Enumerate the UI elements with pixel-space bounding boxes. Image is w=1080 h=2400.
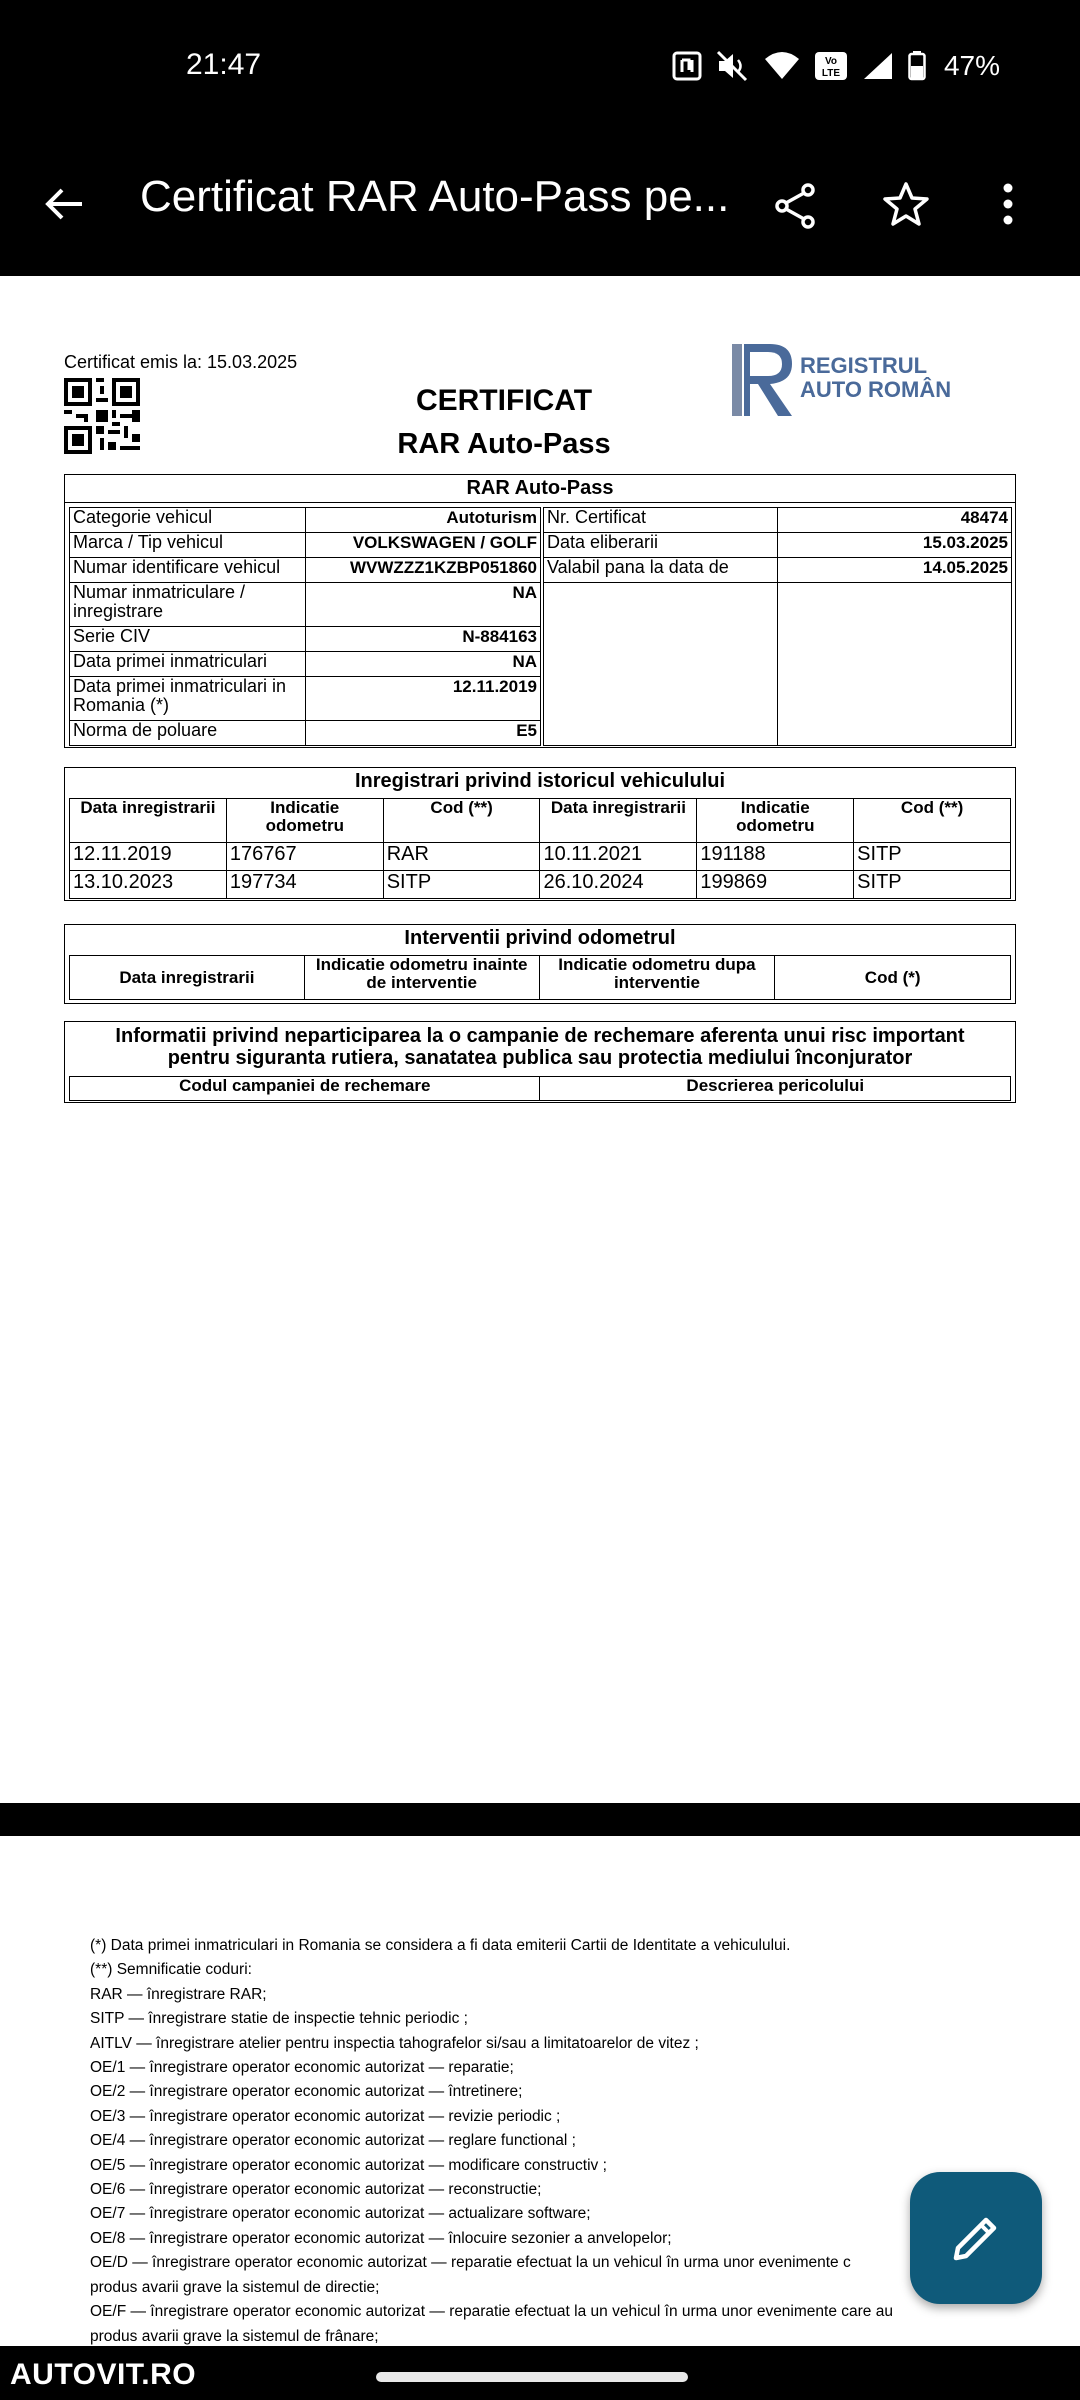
star-icon[interactable] xyxy=(882,180,930,233)
vehicle-info-title: RAR Auto-Pass xyxy=(65,475,1015,503)
history-box xyxy=(64,767,1016,901)
note-line: RAR — înregistrare RAR; xyxy=(90,1985,267,2003)
info-row: Serie CIV N-884163 xyxy=(70,627,541,652)
interventions-box xyxy=(64,924,1016,1004)
history-table xyxy=(69,798,1011,899)
note-line: OE/4 — înregistrare operator economic autorizat — reglare functional ; xyxy=(90,2132,576,2150)
info-row: Valabil pana la data de 14.05.2025 xyxy=(544,558,1012,583)
battery-icon xyxy=(908,51,926,81)
logo-line2: AUTO ROMÂN xyxy=(800,377,952,402)
note-line: OE/8 — înregistrare operator economic autorizat — înlocuire sezonier a anvelopelor; xyxy=(90,2229,672,2247)
page-separator xyxy=(0,1803,1080,1836)
note-line: produs avarii grave la sistemul de directie; xyxy=(90,2278,380,2296)
info-row: Numar inmatriculare / inregistrare NA xyxy=(70,583,541,627)
rar-logo-icon xyxy=(730,342,798,420)
pdf-page-1 xyxy=(0,276,1080,1803)
vehicle-info-table-left xyxy=(69,507,541,746)
recall-box xyxy=(64,1021,1016,1103)
recall-title: Informatii privind neparticiparea la o campanie de rechemare aferenta unui risc important pentru siguranta rutiera, sanatatea publica sau protectia mediului înconjurator xyxy=(115,1025,965,1069)
footnotes xyxy=(90,1934,1020,2349)
history-header-row: Data inregistrarii Indicatie odometru Cod (**) Data inregistrarii Indicatie odometru Cod (**) xyxy=(70,799,1011,843)
note-line: OE/5 — înregistrare operator economic autorizat — modificare constructiv ; xyxy=(90,2156,607,2174)
note-line: OE/1 — înregistrare operator economic autorizat — reparatie; xyxy=(90,2059,514,2077)
info-row: Data eliberarii 15.03.2025 xyxy=(544,533,1012,558)
info-row: Marca / Tip vehicul VOLKSWAGEN / GOLF xyxy=(70,533,541,558)
edit-button[interactable] xyxy=(910,2172,1042,2304)
gesture-handle[interactable] xyxy=(376,2372,688,2382)
rar-logo xyxy=(730,342,970,422)
note-line: OE/2 — înregistrare operator economic autorizat — întretinere; xyxy=(90,2083,523,2101)
interventions-table xyxy=(69,955,1011,1000)
share-icon[interactable] xyxy=(772,182,820,235)
history-title: Inregistrari privind istoricul vehiculului xyxy=(354,770,726,792)
info-row: Data primei inmatriculari in Romania (*) 12.11.2019 xyxy=(70,677,541,721)
logo-text xyxy=(800,354,951,402)
info-row: Categorie vehicul Autoturism xyxy=(70,508,541,533)
vehicle-info-box xyxy=(64,474,1016,748)
info-row: Norma de poluare E5 xyxy=(70,721,541,746)
certificate-title: CERTIFICAT xyxy=(415,384,593,417)
note-line: OE/F — înregistrare operator economic autorizat — reparatie efectuat la un vehicul în urma unor evenimente care au xyxy=(90,2303,893,2321)
wifi-icon xyxy=(764,51,800,81)
interventions-header-row: Data inregistrarii Indicatie odometru inainte de interventie Indicatie odometru dupa interventie Cod (*) xyxy=(70,956,1011,1000)
app-bar xyxy=(0,136,1080,276)
status-bar xyxy=(0,0,1080,136)
more-options-icon[interactable] xyxy=(1000,180,1016,233)
autovit-watermark: AUTOVIT.RO xyxy=(10,2358,197,2391)
note-line: OE/D — înregistrare operator economic autorizat — reparatie efectuat la un vehicul în urma unor evenimente c xyxy=(90,2254,851,2272)
signal-icon xyxy=(862,51,894,81)
info-row: Data primei inmatriculari NA xyxy=(70,652,541,677)
table-row: 13.10.2023 197734 SITP 26.10.2024 199869 SITP xyxy=(70,871,1011,899)
svg-text:LTE: LTE xyxy=(821,68,841,79)
interventions-title: Interventii privind odometrul xyxy=(404,927,676,949)
volte-icon xyxy=(814,51,848,81)
logo-line1: REGISTRUL xyxy=(800,353,928,378)
note-line: OE/7 — înregistrare operator economic autorizat — actualizare software; xyxy=(90,2205,591,2223)
pencil-icon xyxy=(948,2210,1004,2266)
svg-text:Vo: Vo xyxy=(824,56,837,67)
note-line: (*) Data primei inmatriculari in Romania se considera a fi data emiterii Cartii de Identitate a vehiculului. xyxy=(90,1937,791,1954)
note-line: SITP — înregistrare statie de inspectie tehnic periodic ; xyxy=(90,2010,468,2028)
qr-code-icon xyxy=(64,378,140,454)
note-line: OE/6 — înregistrare operator economic autorizat — reconstructie; xyxy=(90,2181,542,2199)
info-row: Nr. Certificat 48474 xyxy=(544,508,1012,533)
table-row: 12.11.2019 176767 RAR 10.11.2021 191188 SITP xyxy=(70,843,1011,871)
recall-header-row: Codul campaniei de rechemare Descrierea pericolului xyxy=(70,1077,1011,1101)
mute-icon xyxy=(716,50,750,82)
vehicle-info-table-right xyxy=(543,507,1012,746)
note-line: produs avarii grave la sistemul de frânare; xyxy=(90,2327,379,2345)
certificate-subtitle: RAR Auto-Pass xyxy=(397,428,611,460)
note-line: OE/3 — înregistrare operator economic autorizat — revizie periodic ; xyxy=(90,2107,561,2125)
note-line: (**) Semnificatie coduri: xyxy=(90,1961,252,1979)
back-arrow-icon[interactable] xyxy=(42,182,86,231)
recall-table xyxy=(69,1076,1011,1101)
issued-date: Certificat emis la: 15.03.2025 xyxy=(64,352,298,372)
clock: 21:47 xyxy=(186,48,262,81)
battery-percent: 47% xyxy=(943,50,1000,81)
info-row-empty xyxy=(544,583,1012,746)
note-line: AITLV — înregistrare atelier pentru inspectia tahografelor si/sau a limitatoarelor de vitez ; xyxy=(90,2034,699,2052)
nfc-icon xyxy=(672,51,702,81)
info-row: Numar identificare vehicul WVWZZZ1KZBP051860 xyxy=(70,558,541,583)
status-icons xyxy=(672,50,1000,82)
navigation-bar xyxy=(0,2346,1080,2400)
document-title: Certificat RAR Auto-Pass pe... xyxy=(140,172,730,221)
